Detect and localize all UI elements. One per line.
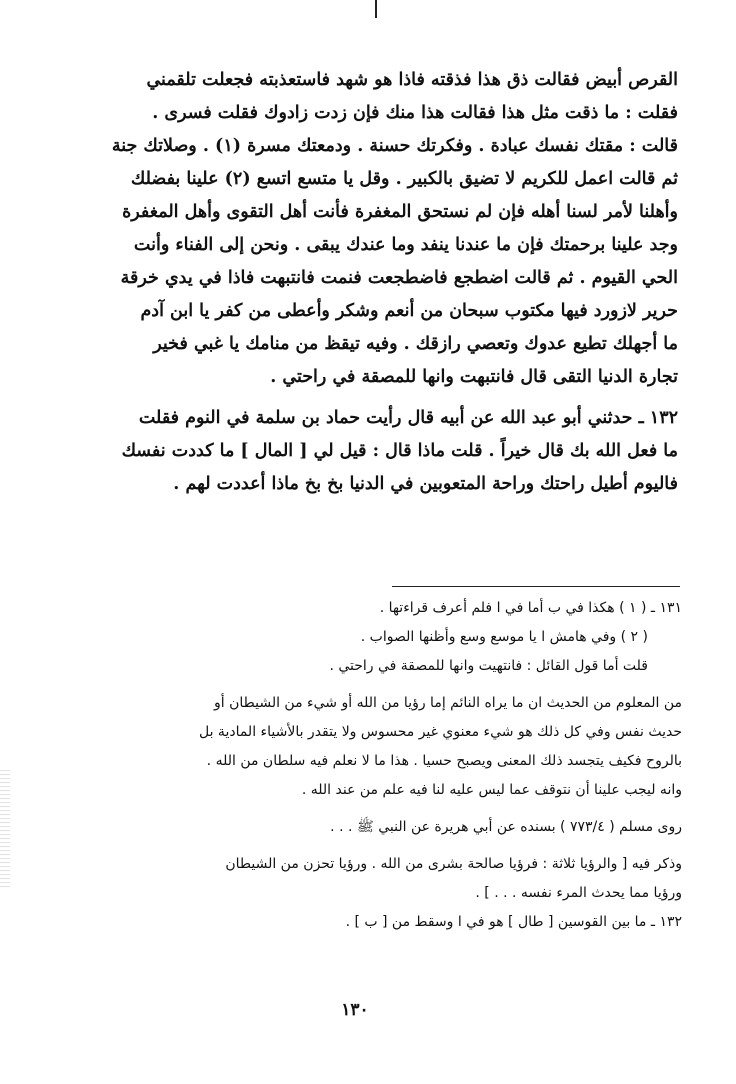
- scan-edge-artifact: [0, 770, 10, 890]
- main-text: [62, 64, 678, 501]
- dreams-quote-line: ورؤيا مما يحدث المرء نفسه . . . ] .: [475, 885, 682, 901]
- main-line: قالت : مقتك نفسك عبادة . وفكرتك حسنة . ودمعتك مسرة (١) . وصلاتك جنة: [111, 136, 678, 156]
- main-line: وأهلنا لأمر لسنا أهله فإن لم نستحق المغفرة فأنت أهل التقوى وأهل المغفرة: [122, 202, 678, 222]
- commentary-line: حديث نفس وفي كل ذلك هو شيء معنوي غير محسوس ولا يتقدر بالأشياء المادية بل: [198, 724, 682, 740]
- main-line: الحي القيوم . ثم قالت اضطجع فاضطجعت فنمت فانتبهت فاذا في يدي خرقة: [120, 268, 678, 288]
- paragraph-132-line: ما فعل الله بك قال خيراً . قلت ماذا قال : قيل لي [ المال ] ما كددت نفسك: [121, 441, 678, 461]
- muslim-reference: روى مسلم ( ٧٧٣/٤ ) بسنده عن أبي هريرة عن النبي ﷺ . . .: [330, 819, 682, 835]
- commentary-line: من المعلوم من الحديث ان ما يراه النائم إما رؤيا من الله أو شيء من الشيطان أو: [213, 695, 682, 711]
- main-line: حرير لازورد فيها مكتوب سبحان من أنعم وشكر وأعطى من كفر يا ابن آدم: [140, 301, 678, 321]
- footnotes: [60, 594, 682, 937]
- commentary-line: بالروح فكيف يتجسد ذلك المعنى ويصبح حسيا . هذا ما لا نعلم فيه سلطان من الله .: [206, 753, 682, 769]
- top-margin-mark: [375, 0, 377, 18]
- footnote-132: ١٣٢ ـ ما بين القوسين [ طال ] هو في ا وسقط من [ ب ] .: [345, 914, 682, 930]
- main-line: القرص أبيض فقالت ذق هذا فذقته فاذا هو شهد فاستعذبته فجعلت تلقمني: [146, 70, 678, 90]
- main-line: ثم قالت اعمل للكريم لا تضيق بالكبير . وقل يا متسع اتسع (٢) علينا بفضلك: [130, 169, 678, 189]
- dreams-quote-line: وذكر فيه [ والرؤيا ثلاثة : فرؤيا صالحة بشرى من الله . ورؤيا تحزن من الشيطان: [225, 856, 682, 872]
- page-number: ١٣٠: [341, 1000, 369, 1020]
- footnote-131-1: ١٣١ ـ ( ١ ) هكذا في ب أما في ا فلم أعرف قراءتها .: [379, 600, 682, 616]
- footnote-131-3: قلت أما قول القائل : فانتهيت وانها للمصقة في راحتي .: [329, 658, 648, 674]
- main-line: فقلت : ما ذقت مثل هذا فقالت هذا منك فإن زدت زادوك فقلت فسرى .: [152, 103, 678, 123]
- paragraph-132-line: فاليوم أطيل راحتك وراحة المتعوبين في الدنيا بخ بخ ماذا أعددت لهم .: [173, 474, 678, 494]
- footnote-divider: [392, 586, 680, 587]
- main-line: ما أجهلك تطيع عدوك وتعصي رازقك . وفيه تيقظ من منامك يا غبي فخير: [153, 334, 678, 354]
- footnote-131-2: ( ٢ ) وفي هامش ا يا موسع وسع وأظنها الصواب .: [360, 629, 648, 645]
- commentary-line: وانه ليجب علينا أن نتوقف عما ليس عليه لنا فيه علم من عند الله .: [301, 782, 682, 798]
- paragraph-132-line: ١٣٢ ـ حدثني أبو عبد الله عن أبيه قال رأيت حماد بن سلمة في النوم فقلت: [138, 408, 678, 428]
- main-line: وجد علينا برحمتك فإن ما عندنا ينفد وما عندك يبقى . ونحن إلى الفناء وأنت: [133, 235, 678, 255]
- main-line: تجارة الدنيا التقى قال فانتبهت وانها للمصقة في راحتي .: [270, 367, 678, 387]
